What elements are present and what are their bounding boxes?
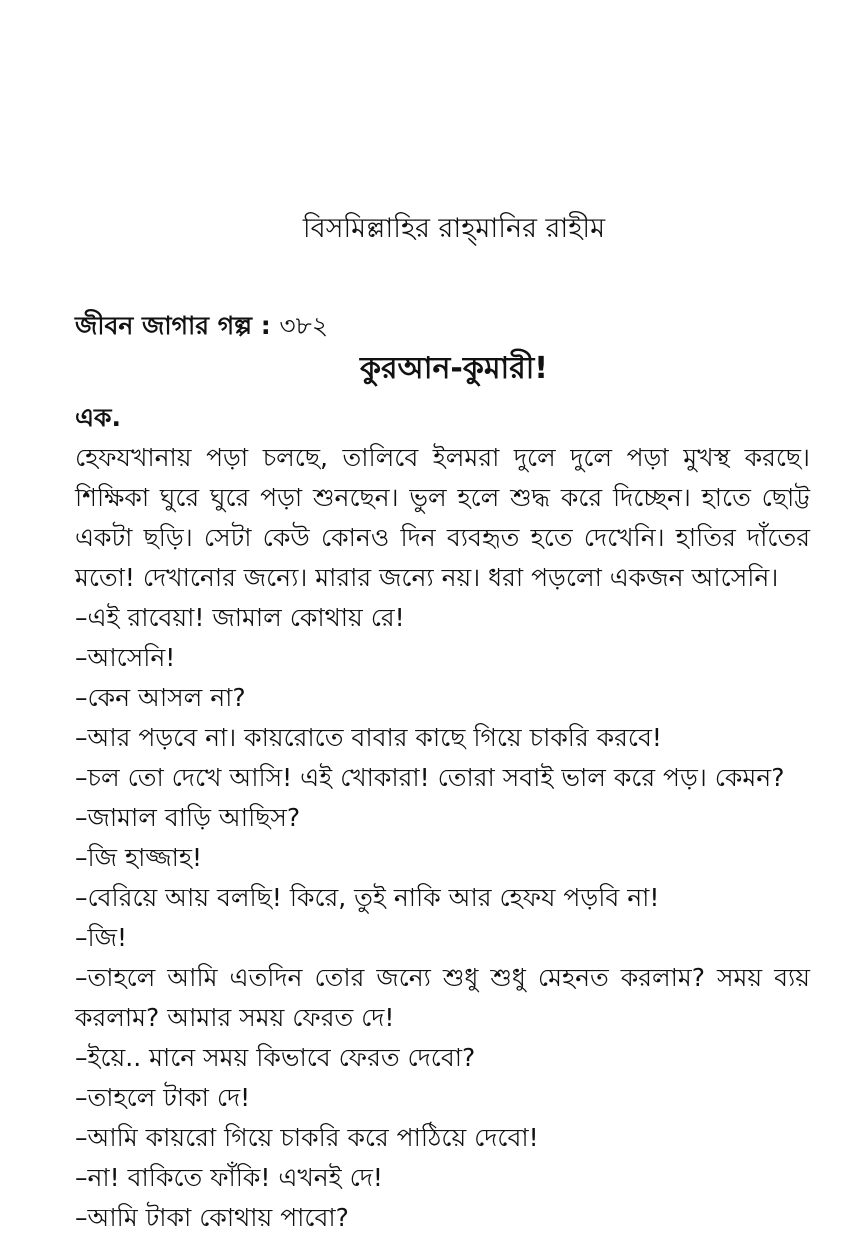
dialogue-line: –জি হাজ্জাহ! <box>75 843 202 872</box>
series-number: ৩৮২ <box>279 311 329 340</box>
dialogue-line: –বেরিয়ে আয় বলছি! কিরে, তুই নাকি আর হেফয পড়বি না! <box>75 883 660 912</box>
dialogue-line: –এই রাবেয়া! জামাল কোথায় রে! <box>75 603 405 632</box>
dialogue-line: –জামাল বাড়ি আছিস? <box>75 803 301 832</box>
series-title: জীবন জাগার গল্প : <box>75 311 271 340</box>
section-label: এক. <box>75 403 122 432</box>
bismillah-heading: বিসমিল্লাহির রাহ্‌মানির রাহীম <box>302 213 606 244</box>
dialogue-line: –আর পড়বে না। কায়রোতে বাবার কাছে গিয়ে চাকরি করবে! <box>75 723 662 752</box>
dialogue-line: –কেন আসল না? <box>75 683 246 712</box>
dialogue-line: –চল তো দেখে আসি! এই খোকারা! তোরা সবাই ভাল করে পড়। কেমন? <box>75 763 785 792</box>
series-label <box>75 306 328 349</box>
dialogue-line: –তাহলে টাকা দে! <box>75 1083 251 1112</box>
story-title: কুরআন-কুমারী! <box>360 351 548 386</box>
dialogue-line: –জি! <box>75 923 128 952</box>
dialogue-line: –আসেনি! <box>75 643 176 672</box>
opening-paragraph: হেফযখানায় পড়া চলছে, তালিবে ইলমরা দুলে দুলে পড়া মুখস্থ করছে। শিক্ষিকা ঘুরে ঘুরে পড়া শুনছেন। ভুল হলে শুদ্ধ করে দিচ্ছেন। হাতে ছোট্ট একটা ছড়ি। সেটা কেউ কোনও দিন ব্যবহৃত হতে দেখেনি। হাতির দাঁতের মতো! দেখানোর জন্যে। মারার জন্যে নয়। ধরা পড়লো একজন আসেনি। <box>75 443 810 592</box>
story-body <box>75 438 810 1238</box>
dialogue-line: –আমি টাকা কোথায় পাবো? <box>75 1203 349 1232</box>
dialogue-line: –না! বাকিতে ফাঁকি! এখনই দে! <box>75 1163 383 1192</box>
dialogue-line: –ইয়ে.. মানে সময় কিভাবে ফেরত দেবো? <box>75 1043 476 1072</box>
dialogue-line: –তাহলে আমি এতদিন তোর জন্যে শুধু শুধু মেহনত করলাম? সময় ব্যয় করলাম? আমার সময় ফেরত দে! <box>75 963 810 1032</box>
dialogue-line: –আমি কায়রো গিয়ে চাকরি করে পাঠিয়ে দেবো! <box>75 1123 539 1152</box>
